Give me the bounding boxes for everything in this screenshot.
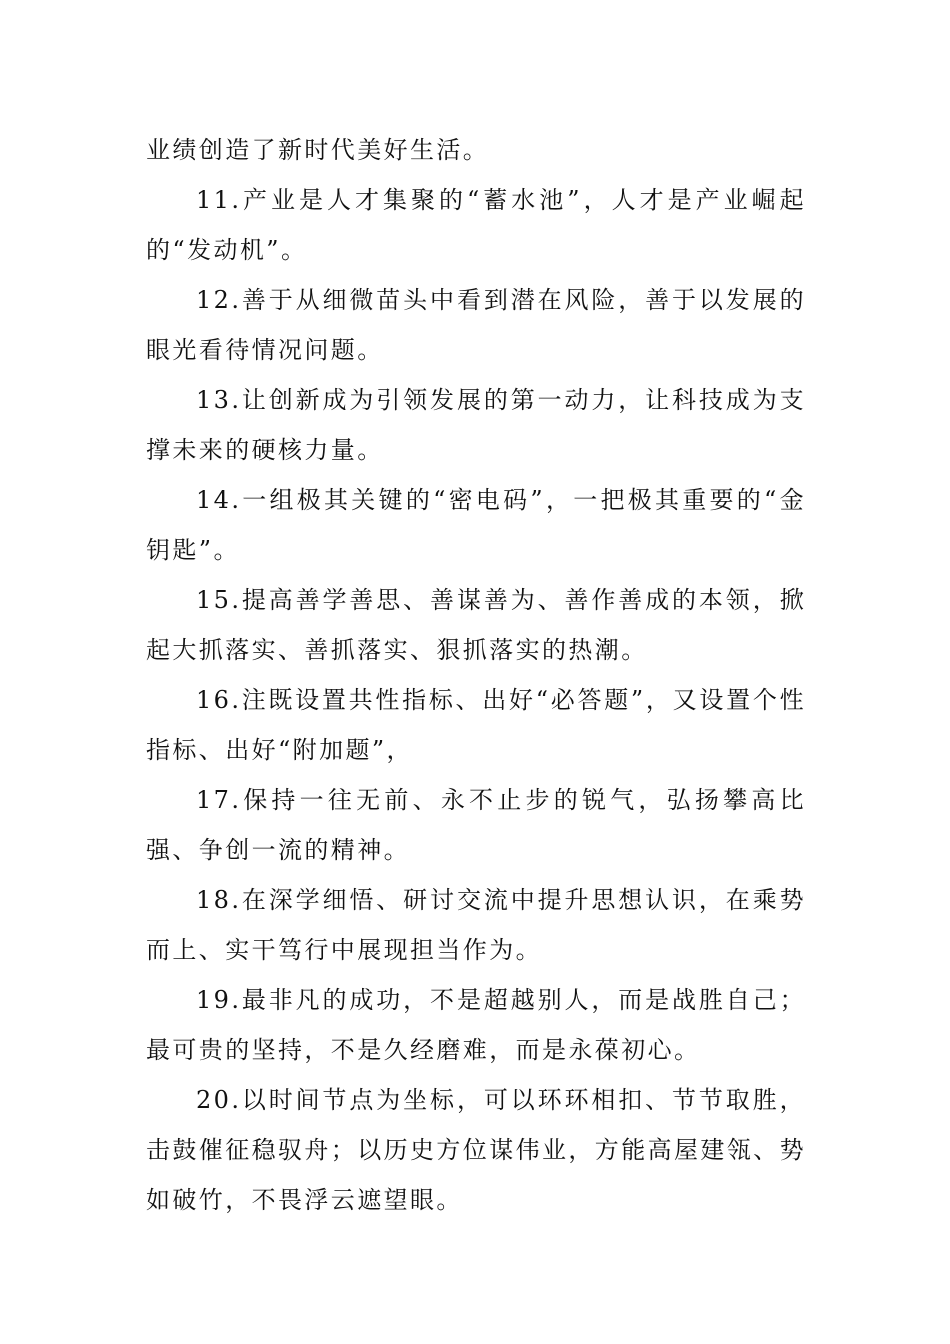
paragraph-item-11: 11.产业是人才集聚的“蓄水池”，人才是产业崛起的“发动机”。 bbox=[146, 186, 806, 264]
paragraph-item-17: 17.保持一往无前、永不止步的锐气，弘扬攀高比强、争创一流的精神。 bbox=[146, 786, 806, 864]
paragraph-item-19: 19.最非凡的成功，不是超越别人，而是战胜自己；最可贵的坚持，不是久经磨难，而是永葆初心。 bbox=[146, 986, 806, 1064]
document-body bbox=[146, 125, 806, 1225]
paragraph-item-16: 16.注既设置共性指标、出好“必答题”，又设置个性指标、出好“附加题”， bbox=[146, 686, 806, 764]
paragraph-item-14: 14.一组极其关键的“密电码”，一把极其重要的“金钥匙”。 bbox=[146, 486, 806, 564]
paragraph-item-18: 18.在深学细悟、研讨交流中提升思想认识，在乘势而上、实干笃行中展现担当作为。 bbox=[146, 886, 806, 964]
paragraph-item-12: 12.善于从细微苗头中看到潜在风险，善于以发展的眼光看待情况问题。 bbox=[146, 286, 806, 364]
paragraph-item-15: 15.提高善学善思、善谋善为、善作善成的本领，掀起大抓落实、善抓落实、狠抓落实的热潮。 bbox=[146, 586, 806, 664]
paragraph-item-20: 20.以时间节点为坐标，可以环环相扣、节节取胜，击鼓催征稳驭舟；以历史方位谋伟业，方能高屋建瓴、势如破竹，不畏浮云遮望眼。 bbox=[146, 1086, 806, 1214]
paragraph-continuation: 业绩创造了新时代美好生活。 bbox=[146, 136, 490, 164]
paragraph-item-13: 13.让创新成为引领发展的第一动力，让科技成为支撑未来的硬核力量。 bbox=[146, 386, 806, 464]
